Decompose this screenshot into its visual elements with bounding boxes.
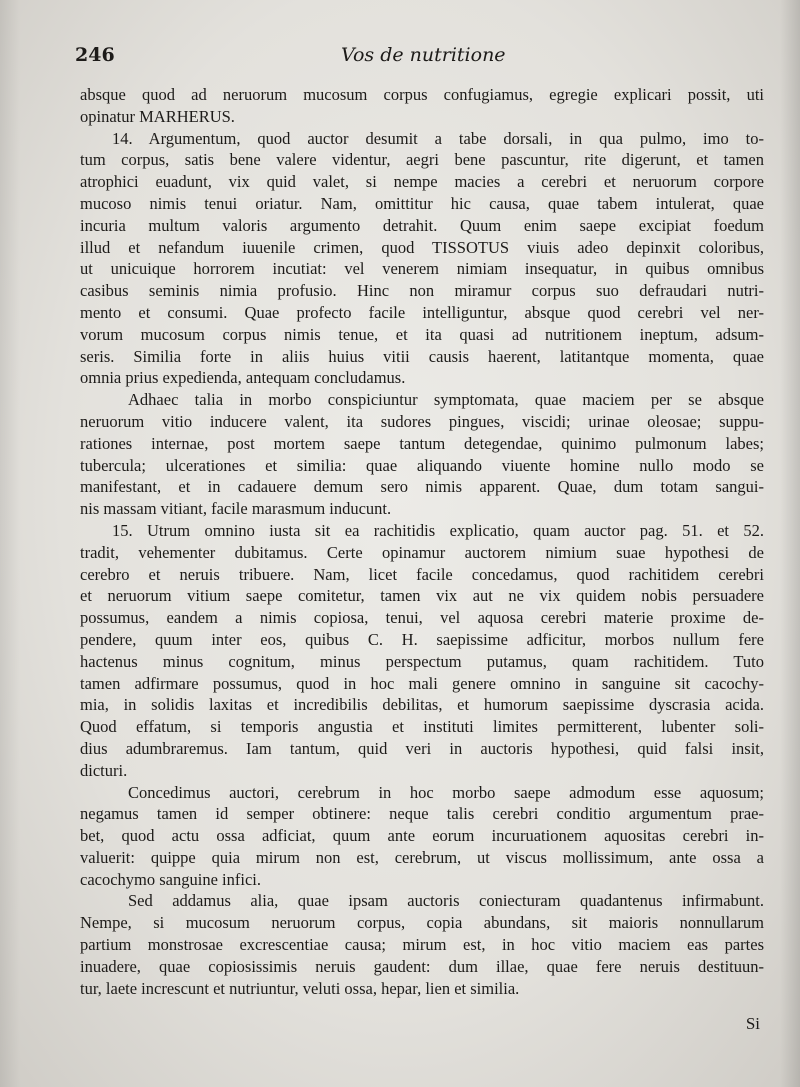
text-line: valuerit: quippe quia mirum non est, cerebrum, ut viscus mollissimum, ante ossa a	[80, 847, 764, 867]
catchword: Si	[745, 1014, 760, 1033]
page-edge-shadow-left	[0, 0, 20, 1087]
text-line: Nempe, si mucosum neruorum corpus, copia abundans, sit maioris nonnullarum	[80, 913, 764, 933]
text-line: mia, in solidis laxitas et incredibilis debilitas, et humorum saepissime dyscrasia acida.	[80, 695, 764, 715]
text-line: tradit, vehementer dubitamus. Certe opinamur auctorem nimium suae hypothesi de	[80, 542, 764, 562]
text-line: illud et nefandum iuuenile crimen, quod TISSOTUS viuis adeo depinxit coloribus,	[80, 237, 764, 257]
text-line: pendere, quum inter eos, quibus C. H. saepissime adficitur, morbos nullum fere	[80, 629, 764, 649]
text-line: dius adumbraremus. Iam tantum, quid veri in auctoris hypothesi, quid falsi insit,	[80, 738, 764, 758]
text-line: ut unicuique horrorem incutiat: vel venerem nimiam insequatur, in quibus omnibus	[80, 259, 764, 279]
text-line: hactenus minus cognitum, minus perspectum putamus, quam rachitidem. Tuto	[80, 651, 764, 671]
text-line: tamen adfirmare possumus, quod in hoc mali genere omnino in sanguine sit cacochy-	[80, 673, 764, 693]
text-line: possumus, eandem a nimis copiosa, tenui, vel aquosa cerebri materie proxime de-	[80, 608, 764, 628]
text-line: negamus tamen id semper obtinere: neque talis cerebri conditio argumentum prae-	[80, 804, 764, 824]
text-line: tubercula; ulcerationes et similia: quae aliquando viuente homine nullo modo se	[80, 455, 764, 475]
text-line: Sed addamus alia, quae ipsam auctoris coniecturam quadantenus infirmabunt.	[128, 891, 764, 911]
text-line: manifestant, et in cadauere demum sero nimis apparent. Quae, dum totam sangui-	[80, 477, 764, 497]
text-line: dicturi.	[80, 760, 128, 780]
text-line: 15. Utrum omnino iusta sit ea rachitidis explicatio, quam auctor pag. 51. et 52.	[112, 520, 764, 540]
text-line: cacochymo sanguine infici.	[80, 869, 261, 889]
text-line: 14. Argumentum, quod auctor desumit a tabe dorsali, in qua pulmo, imo to-	[112, 128, 764, 148]
page-edge-shadow-right	[780, 0, 800, 1087]
text-line: inuadere, quae copiosissimis neruis gaudent: dum illae, quae fere neruis destituun-	[80, 956, 764, 976]
text-line: tum corpus, satis bene valere videntur, aegri bene pascuntur, rite digerunt, et tamen	[80, 150, 764, 170]
text-line: seris. Similia forte in aliis huius vitii causis haerent, latitantque momenta, quae	[80, 346, 764, 366]
text-line: cerebro et neruis tribuere. Nam, licet facile concedamus, quod rachitidem cerebri	[80, 564, 764, 584]
page-header	[75, 44, 745, 74]
text-line: neruorum vitio inducere valent, ita sudores pingues, viscidi; urinae oleosae; suppu-	[80, 411, 764, 431]
text-line: opinatur MARHERUS.	[80, 106, 235, 126]
text-line: partium monstrosae excrescentiae causa; mirum est, in hoc vitio maciem eas partes	[80, 935, 764, 955]
page-number: 246	[75, 44, 115, 66]
text-line: vorum mucosum corpus nimis tenue, et ita quasi ad nutritionem ineptum, adsum-	[80, 324, 764, 344]
text-line: mucoso nimis tenui oriatur. Nam, omittitur hic causa, quae tabem intulerat, quae	[80, 193, 764, 213]
text-line: tur, laete increscunt et nutriuntur, veluti ossa, hepar, lien et similia.	[80, 978, 520, 998]
text-line: omnia prius expedienda, antequam concludamus.	[80, 368, 406, 388]
text-line: casibus seminis nimia profusio. Hinc non miramur corpus suo defraudari nutri-	[80, 281, 764, 301]
text-line: absque quod ad neruorum mucosum corpus confugiamus, egregie explicari possit, uti	[80, 85, 764, 104]
body-text	[80, 84, 764, 999]
text-line: Adhaec talia in morbo conspiciuntur symptomata, quae maciem per se absque	[128, 390, 764, 410]
text-line: et neruorum vitium saepe comitetur, tamen vix aut ne vix quidem nobis persuadere	[80, 586, 764, 606]
text-line: rationes internae, post mortem saepe tantum detegendae, quinimo pulmonum labes;	[80, 433, 764, 453]
text-line: mento et consumi. Quae profecto facile intelliguntur, absque quod cerebri vel ner-	[80, 302, 764, 322]
running-head: Vos de nutritione	[341, 44, 506, 66]
text-line: Quod effatum, si temporis angustia et instituti limites permitterent, lubenter soli-	[80, 717, 764, 737]
text-line: incuria multum valoris argumento detrahit. Quum enim saepe excipiat foedum	[80, 215, 764, 235]
text-line: Concedimus auctori, cerebrum in hoc morbo saepe admodum esse aquosum;	[128, 782, 764, 802]
text-line: nis massam vitiant, facile marasmum inducunt.	[80, 499, 392, 519]
text-line: bet, quod actu ossa adficiat, quum ante eorum incuruationem aquositas cerebri in-	[80, 826, 764, 846]
text-line: atrophici euadunt, vix quid valet, si nempe macies a cerebri et neruorum corpore	[80, 172, 764, 192]
